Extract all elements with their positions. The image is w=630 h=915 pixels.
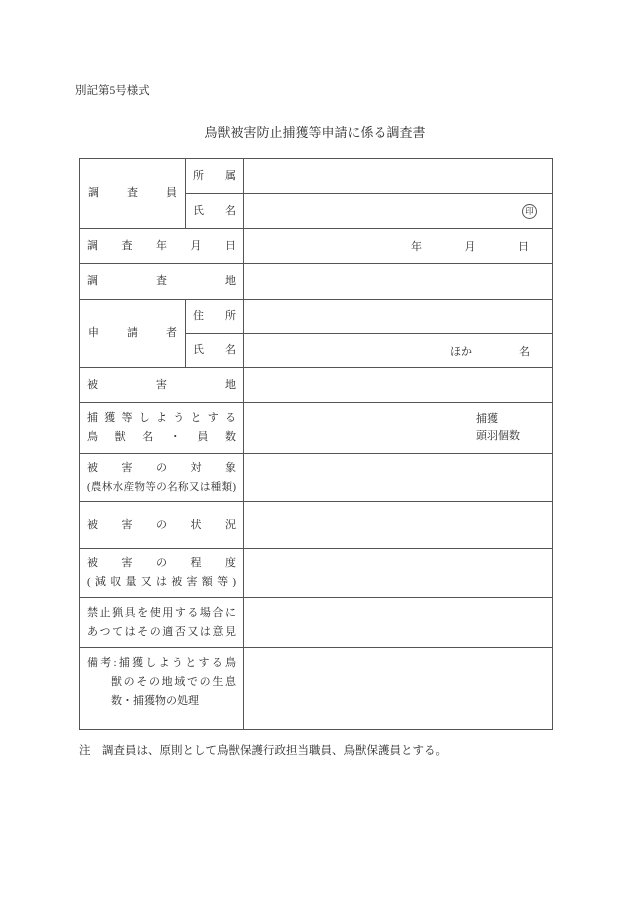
row-damage-site <box>80 368 552 403</box>
row-damage-situation <box>80 502 552 549</box>
investigator-sub-rows <box>186 159 552 228</box>
others-label: ほか <box>450 345 472 358</box>
address-label: 住所 <box>193 310 236 322</box>
capture-count-placeholder <box>476 411 520 445</box>
remarks-label-line2: 獣のその地域での生息 <box>111 676 236 688</box>
damage-site-label: 被害地 <box>87 378 236 391</box>
prohibited-gear-value-cell <box>244 598 552 647</box>
affiliation-label-cell <box>186 159 244 193</box>
damage-degree-label-cell <box>80 549 244 597</box>
date-placeholder <box>411 238 529 254</box>
investigator-label-cell <box>80 159 186 228</box>
row-applicant <box>80 300 552 368</box>
survey-form-table <box>79 158 553 730</box>
address-label-cell <box>186 300 244 333</box>
affiliation-label: 所属 <box>193 169 236 182</box>
day-label: 日 <box>518 241 529 253</box>
remarks-label-line3: 数・捕獲物の処理 <box>111 695 199 707</box>
damage-object-label-line1: 被害の対象 <box>87 461 236 474</box>
applicant-name-label: 氏名 <box>193 344 236 356</box>
applicant-name-label-cell <box>186 334 244 367</box>
applicant-sub-rows <box>186 300 552 367</box>
investigator-label: 調査員 <box>88 187 177 199</box>
investigator-name-label: 氏名 <box>193 204 236 217</box>
investigator-name-label-cell <box>186 194 244 228</box>
damage-site-label-cell <box>80 368 244 402</box>
remarks-label-cell <box>80 648 244 729</box>
applicant-address-value-cell <box>244 300 552 333</box>
survey-date-label-cell <box>80 229 244 263</box>
capture-target-value-cell <box>244 403 552 453</box>
row-applicant-address <box>186 300 552 334</box>
prohibited-gear-label-cell <box>80 598 244 647</box>
seal-mark: 印 <box>522 204 537 219</box>
other-persons-placeholder <box>450 343 530 359</box>
damage-situation-label: 被害の状況 <box>87 518 236 531</box>
remarks-label-line1: 備考:捕獲しようとする鳥 <box>87 657 236 669</box>
damage-situation-label-cell <box>80 502 244 548</box>
capture-count-line2: 頭羽個数 <box>476 430 520 442</box>
row-survey-date <box>80 229 552 264</box>
document-title: 鳥獣被害防止捕獲等申請に係る調査書 <box>204 125 426 140</box>
survey-site-value-cell <box>244 264 552 299</box>
damage-degree-label-line1: 被害の程度 <box>87 557 236 569</box>
row-prohibited-gear <box>80 598 552 648</box>
row-survey-site <box>80 264 552 300</box>
damage-object-label-cell <box>80 454 244 501</box>
row-investigator <box>80 159 552 229</box>
damage-situation-value-cell <box>244 502 552 548</box>
prohibited-gear-label-line1: 禁止猟具を使用する場合に <box>87 606 236 619</box>
capture-count-line1: 捕獲 <box>476 413 498 425</box>
survey-date-value-cell <box>244 229 552 263</box>
capture-target-label-cell <box>80 403 244 453</box>
damage-site-value-cell <box>244 368 552 402</box>
row-investigator-affiliation <box>186 159 552 194</box>
row-applicant-name <box>186 334 552 367</box>
form-number: 別記第5号様式 <box>75 85 150 97</box>
survey-date-label: 調査年月日 <box>87 239 236 252</box>
survey-site-label: 調査地 <box>87 275 236 287</box>
remarks-value-cell <box>244 648 552 729</box>
damage-object-label-line2: (農林水産物等の名称又は種類) <box>87 481 236 493</box>
row-damage-object <box>80 454 552 502</box>
damage-degree-value-cell <box>244 549 552 597</box>
capture-target-label-line2: 鳥獣名・員数 <box>87 431 236 443</box>
row-capture-target <box>80 403 552 454</box>
persons-label: 名 <box>519 345 530 358</box>
applicant-label: 申請者 <box>88 327 177 339</box>
investigator-name-value-cell <box>244 194 552 228</box>
applicant-label-cell <box>80 300 186 367</box>
row-damage-degree <box>80 549 552 598</box>
row-investigator-name <box>186 194 552 228</box>
footnote: 注 調査員は、原則として鳥獣保護行政担当職員、鳥獣保護員とする。 <box>79 745 447 757</box>
month-label: 月 <box>464 241 476 253</box>
damage-object-value-cell <box>244 454 552 501</box>
prohibited-gear-label-line2: あつてはその適否又は意見 <box>87 625 236 638</box>
damage-degree-label-line2: (減収量又は被害額等) <box>87 576 236 588</box>
applicant-name-value-cell <box>244 334 552 367</box>
year-label: 年 <box>411 241 422 253</box>
investigator-affiliation-value-cell <box>244 159 552 193</box>
survey-site-label-cell <box>80 264 244 299</box>
capture-target-label-line1: 捕獲等しようとする <box>87 412 236 424</box>
row-remarks <box>80 648 552 729</box>
